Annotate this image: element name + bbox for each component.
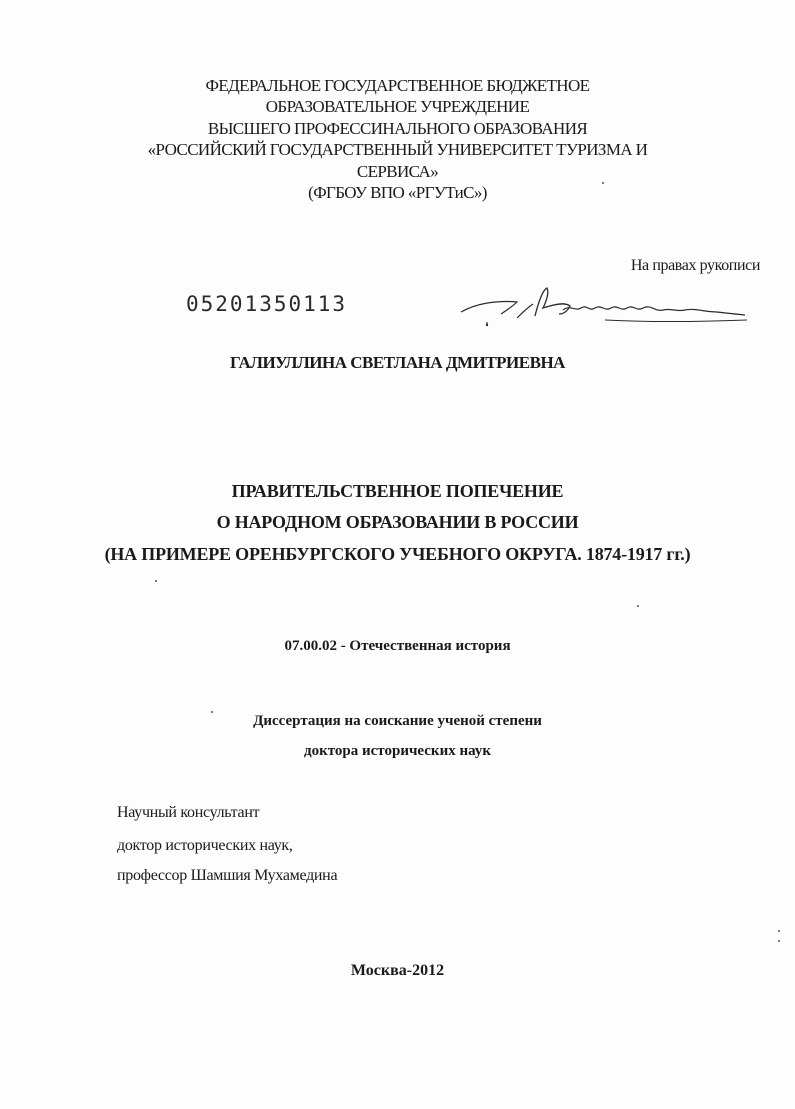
degree-line-1: Диссертация на соискание ученой степени [253, 713, 542, 729]
org-line-5: СЕРВИСА» [356, 162, 439, 181]
degree-line-2: доктора исторических наук [304, 743, 491, 759]
author-signature [455, 280, 750, 335]
org-line-3: ВЫСШЕГО ПРОФЕССИНАЛЬНОГО ОБРАЗОВАНИЯ [207, 119, 588, 138]
city-year: Москва-2012 [350, 962, 445, 979]
scan-speck [778, 940, 780, 942]
specialty-code: 07.00.02 - Отечественная история [284, 638, 511, 654]
title-line-1: ПРАВИТЕЛЬСТВЕННОЕ ПОПЕЧЕНИЕ [231, 481, 564, 501]
archive-stamp-number: 05201350113 [186, 292, 348, 316]
org-line-2: ОБРАЗОВАТЕЛЬНОЕ УЧРЕЖДЕНИЕ [265, 97, 530, 116]
manuscript-rights-note: На правах рукописи [630, 257, 760, 274]
scan-speck [637, 605, 639, 607]
consultant-line-2: доктор исторических наук, [117, 837, 293, 854]
author-name: ГАЛИУЛЛИНА СВЕТЛАНА ДМИТРИЕВНА [230, 353, 565, 372]
consultant-line-1: Научный консультант [117, 804, 260, 821]
scan-speck [211, 711, 213, 713]
scan-speck [486, 322, 488, 324]
org-line-1: ФЕДЕРАЛЬНОЕ ГОСУДАРСТВЕННОЕ БЮДЖЕТНОЕ [205, 76, 590, 95]
title-line-2: О НАРОДНОМ ОБРАЗОВАНИИ В РОССИИ [216, 512, 579, 532]
title-line-3: (НА ПРИМЕРЕ ОРЕНБУРГСКОГО УЧЕБНОГО ОКРУГА. 1874-1917 гг.) [104, 544, 691, 564]
org-line-4: «РОССИЙСКИЙ ГОСУДАРСТВЕННЫЙ УНИВЕРСИТЕТ ТУРИЗМА И [147, 140, 648, 159]
scan-speck [602, 182, 604, 184]
scan-speck [778, 930, 780, 932]
org-line-6: (ФГБОУ ВПО «РГУТиС») [308, 183, 487, 202]
consultant-line-3: профессор Шамшия Мухамедина [117, 867, 338, 884]
scan-speck [155, 580, 157, 582]
